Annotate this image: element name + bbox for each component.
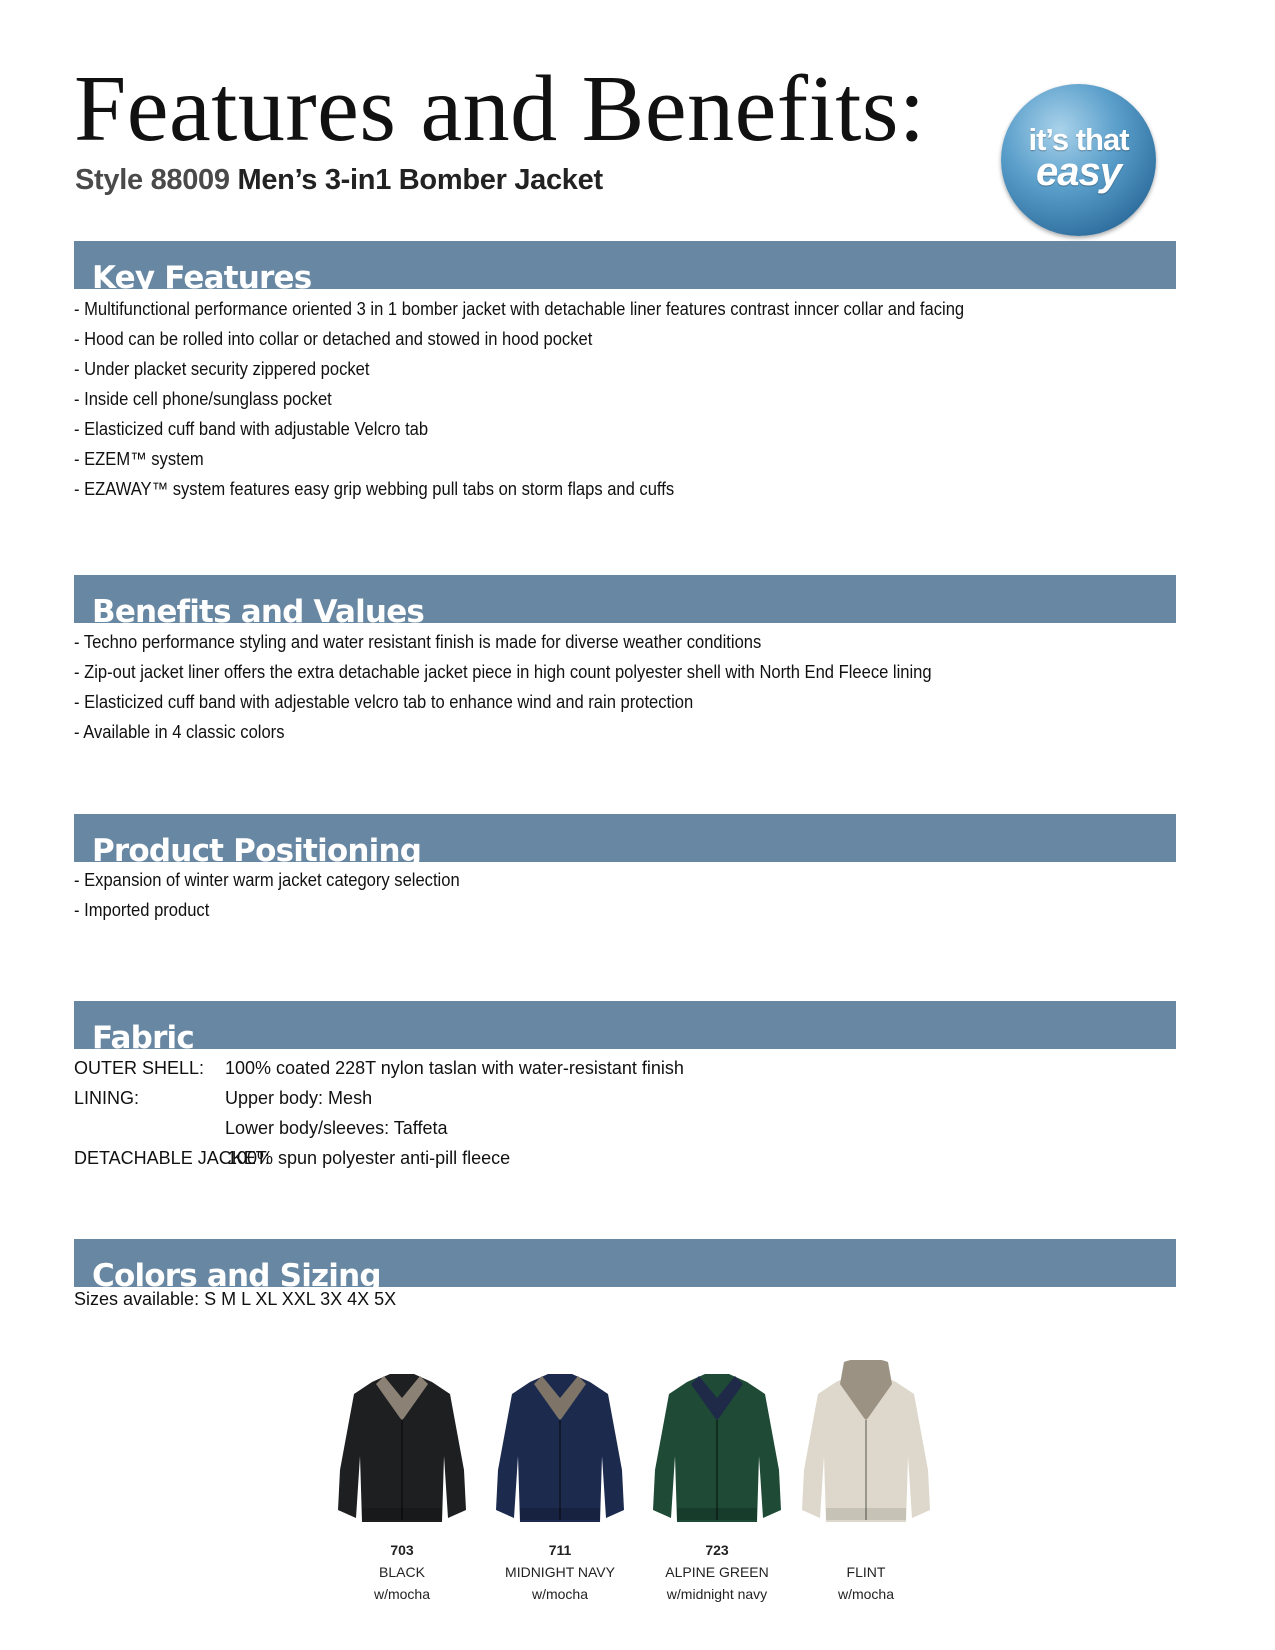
swatch-caption-flint bbox=[781, 1540, 951, 1605]
section-header-colors bbox=[74, 1239, 1176, 1294]
section-header-fabric bbox=[74, 1001, 1176, 1056]
jacket-flint-image bbox=[796, 1360, 936, 1532]
jacket-black-image bbox=[332, 1360, 472, 1532]
section-title: Product Positioning bbox=[92, 833, 422, 869]
swatch-caption-alpine-green bbox=[632, 1540, 802, 1605]
color-code: 711 bbox=[548, 1542, 572, 1558]
color-trim: w/mocha bbox=[837, 1586, 895, 1602]
list-item: - Hood can be rolled into collar or detached and stowed in hood pocket bbox=[74, 329, 593, 349]
list-item: - Elasticized cuff band with adjestable velcro tab to enhance wind and rain protection bbox=[74, 692, 694, 712]
badge-line-2: easy bbox=[1036, 149, 1121, 194]
list-item: - Elasticized cuff band with adjustable Velcro tab bbox=[74, 419, 429, 439]
positioning-list bbox=[74, 865, 493, 925]
fabric-label: DETACHABLE JACKET: bbox=[74, 1148, 270, 1168]
benefits-list bbox=[74, 627, 1006, 747]
swatch-caption-black bbox=[317, 1540, 487, 1605]
list-item: - Expansion of winter warm jacket category selection bbox=[74, 870, 460, 890]
sizes-available: Sizes available: S M L XL XXL 3X 4X 5X bbox=[74, 1289, 397, 1309]
section-title: Fabric bbox=[92, 1020, 194, 1056]
list-item: - Imported product bbox=[74, 900, 210, 920]
page-title: Features and Benefits: bbox=[74, 57, 926, 161]
section-title: Key Features bbox=[92, 260, 312, 296]
fabric-value: Upper body: Mesh bbox=[225, 1088, 373, 1108]
swatch-caption-midnight-navy bbox=[475, 1540, 645, 1605]
color-name: MIDNIGHT NAVY bbox=[505, 1564, 615, 1580]
section-title: Benefits and Values bbox=[92, 594, 425, 630]
product-subtitle bbox=[75, 164, 603, 197]
fabric-value: 100% spun polyester anti-pill fleece bbox=[227, 1148, 511, 1168]
color-trim: w/midnight navy bbox=[666, 1586, 768, 1602]
list-item: - EZAWAY™ system features easy grip webbing pull tabs on storm flaps and cuffs bbox=[74, 479, 675, 499]
section-title: Colors and Sizing bbox=[92, 1258, 381, 1294]
color-code bbox=[781, 1540, 951, 1561]
list-item: - Zip-out jacket liner offers the extra detachable jacket piece in high count polyester shell with North End Fleece lining bbox=[74, 662, 932, 682]
fabric-value: Lower body/sleeves: Taffeta bbox=[225, 1118, 448, 1138]
color-trim: w/mocha bbox=[531, 1586, 589, 1602]
section-header-positioning bbox=[74, 814, 1176, 869]
fabric-value: 100% coated 228T nylon taslan with water-resistant finish bbox=[225, 1058, 684, 1078]
list-item: - Multifunctional performance oriented 3 in 1 bomber jacket with detachable liner features contrast inncer collar and facing bbox=[74, 299, 965, 319]
product-name: Men’s 3-in1 Bomber Jacket bbox=[237, 164, 603, 196]
list-item: - Inside cell phone/sunglass pocket bbox=[74, 389, 332, 409]
color-name: BLACK bbox=[379, 1564, 425, 1580]
section-header-key-features bbox=[74, 241, 1176, 296]
style-number: Style 88009 bbox=[75, 164, 230, 196]
list-item: - Under placket security zippered pocket bbox=[74, 359, 370, 379]
key-features-list bbox=[74, 294, 1042, 504]
fabric-label: LINING: bbox=[74, 1088, 140, 1108]
color-code: 703 bbox=[390, 1542, 414, 1558]
color-name: FLINT bbox=[846, 1564, 886, 1580]
color-name: ALPINE GREEN bbox=[665, 1564, 769, 1580]
its-that-easy-logo bbox=[1001, 84, 1156, 236]
color-trim: w/mocha bbox=[373, 1586, 431, 1602]
color-code: 723 bbox=[705, 1542, 729, 1558]
badge-line-1: it’s that bbox=[1028, 122, 1129, 157]
jacket-alpine-green-image bbox=[647, 1360, 787, 1532]
list-item: - Techno performance styling and water resistant finish is made for diverse weather conditions bbox=[74, 632, 762, 652]
list-item: - EZEM™ system bbox=[74, 449, 204, 469]
list-item: - Available in 4 classic colors bbox=[74, 722, 285, 742]
fabric-label: OUTER SHELL: bbox=[74, 1058, 205, 1078]
section-header-benefits bbox=[74, 575, 1176, 630]
jacket-midnight-navy-image bbox=[490, 1360, 630, 1532]
